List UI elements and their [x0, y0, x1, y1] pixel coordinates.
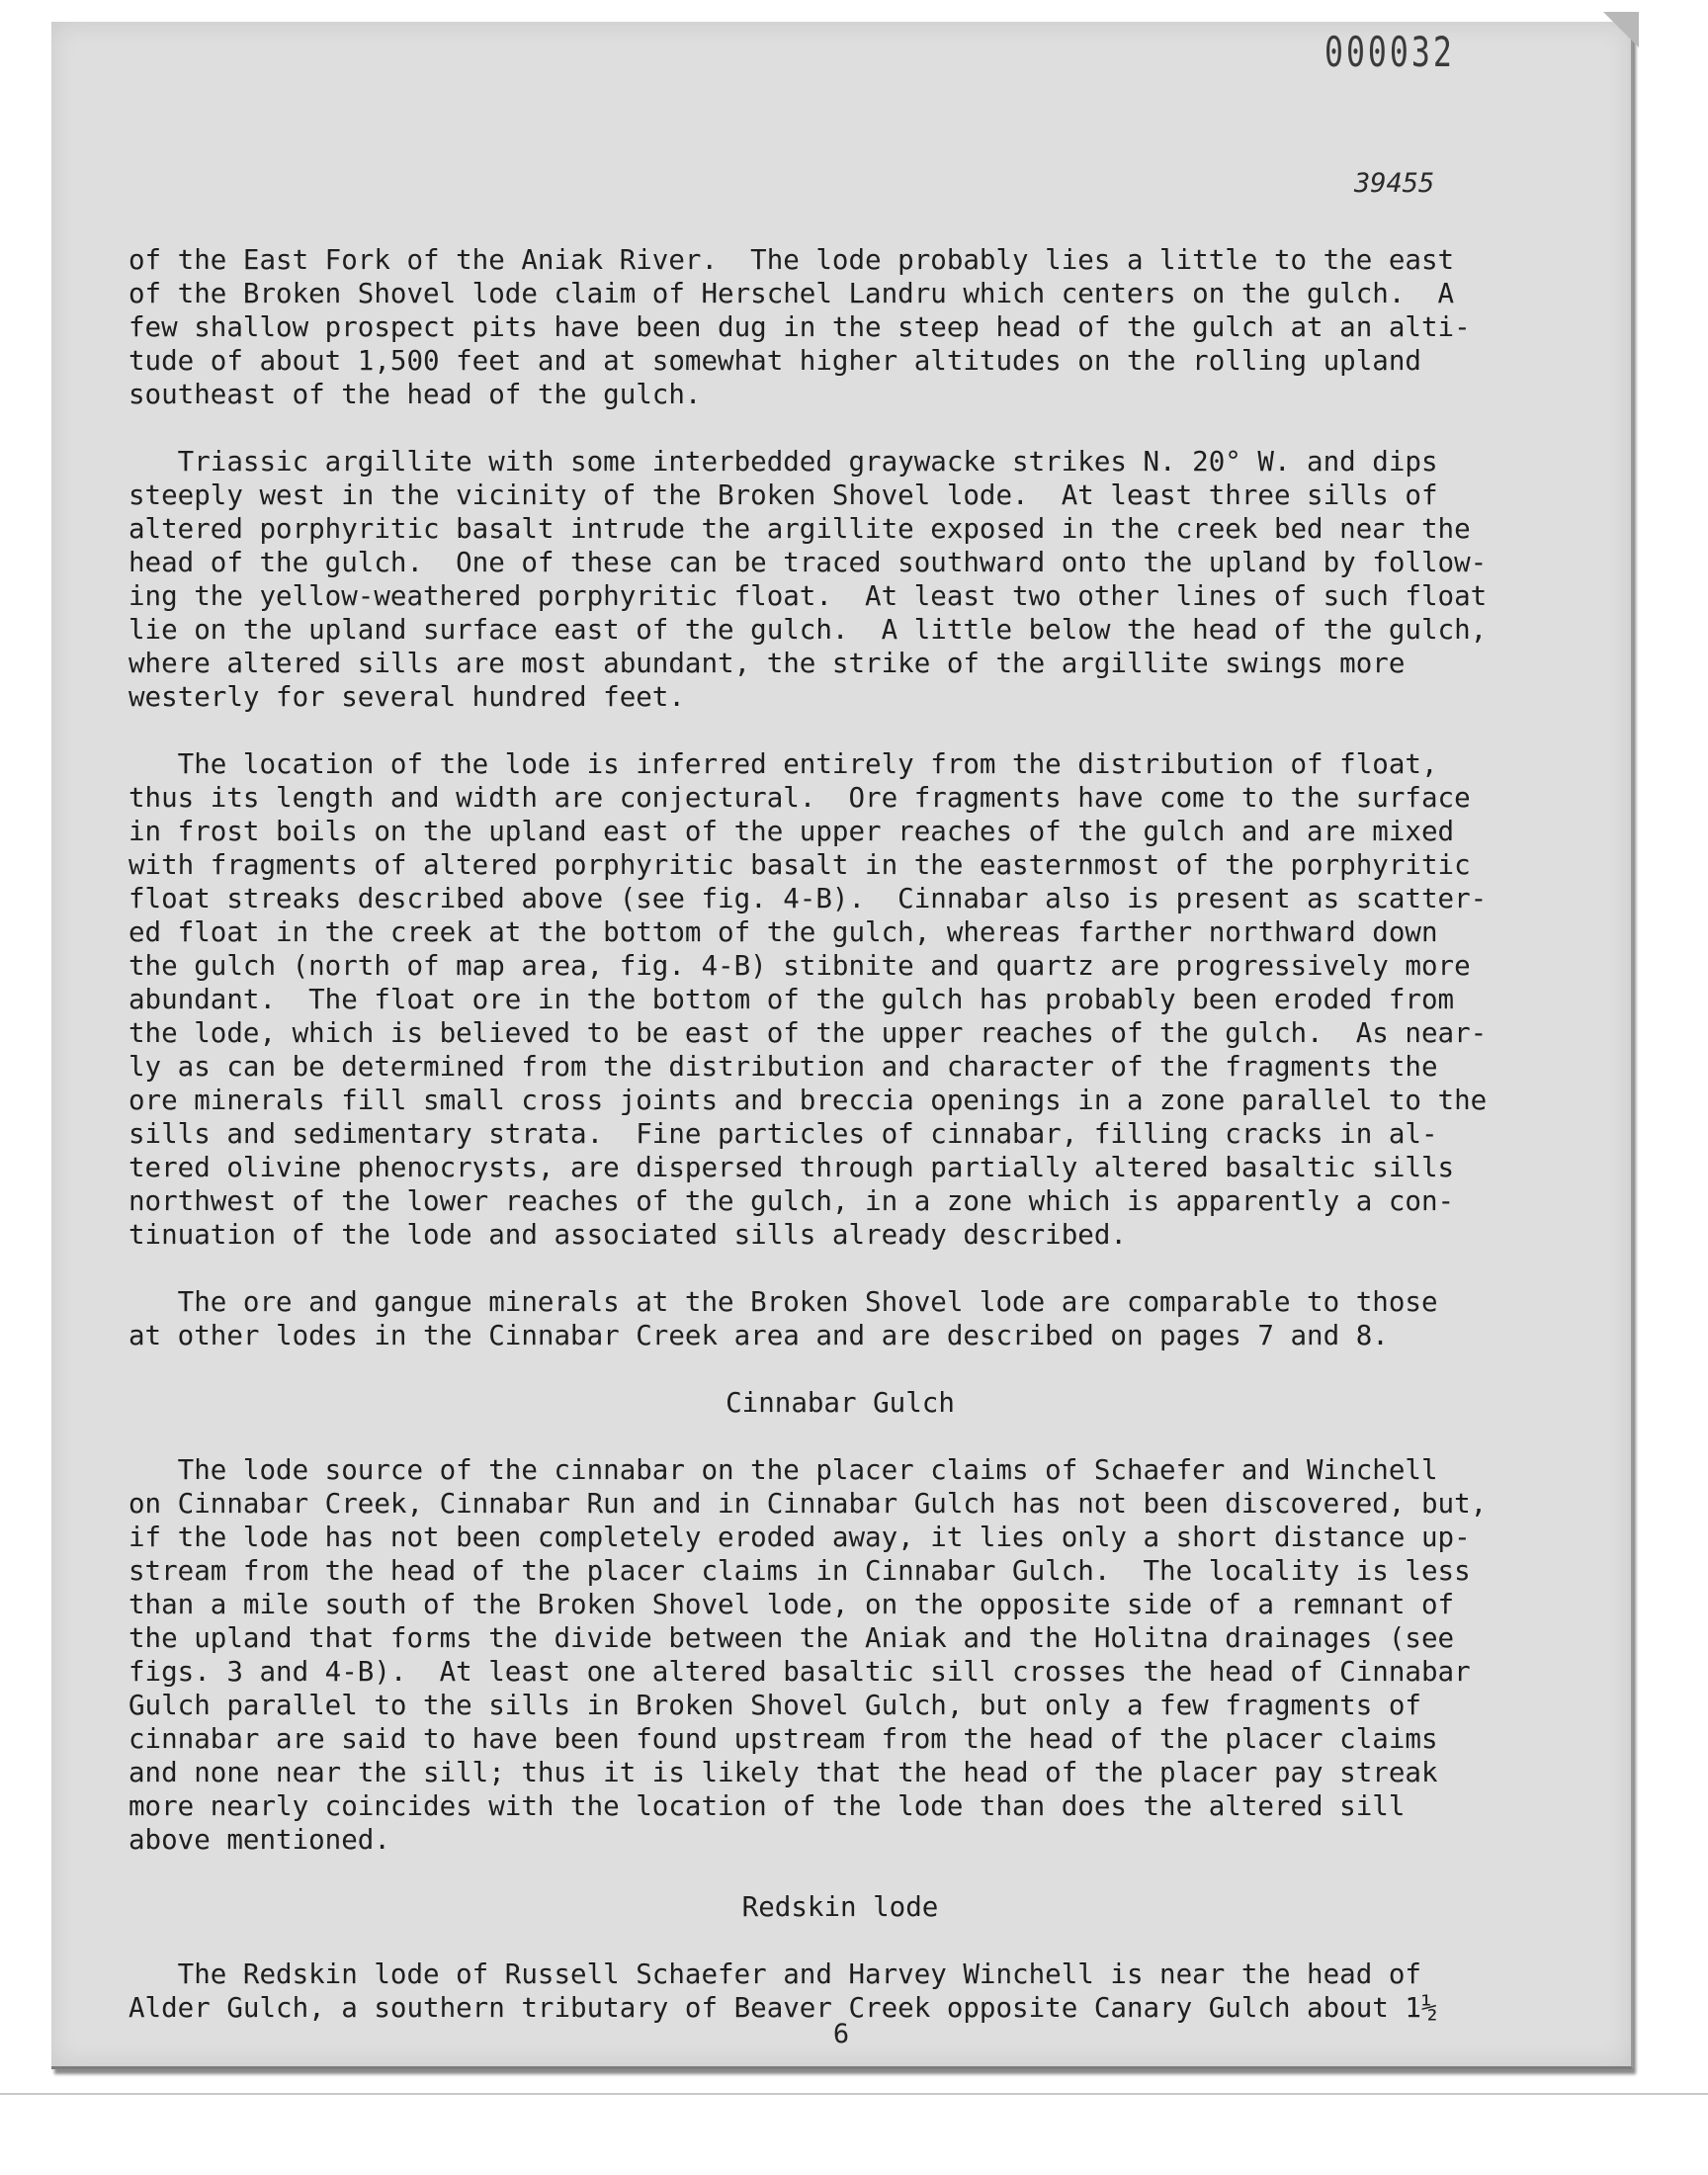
- paragraph-gap: [128, 1857, 1552, 1890]
- text-line: float streaks described above (see fig. 4-B). Cinnabar also is present as scatter-: [128, 883, 1488, 914]
- section-heading-redskin-lode: Redskin lode: [741, 1891, 939, 1923]
- text-line: Gulch parallel to the sills in Broken Shovel Gulch, but only a few fragments of: [128, 1690, 1421, 1721]
- text-line: southeast of the head of the gulch.: [128, 379, 702, 410]
- bottom-divider: [0, 2093, 1708, 2095]
- text-line: The lode source of the cinnabar on the placer claims of Schaefer and Winchell: [128, 1454, 1438, 1486]
- page-number: 6: [832, 2019, 850, 2049]
- section-heading-cinnabar-gulch: Cinnabar Gulch: [726, 1387, 955, 1419]
- text-line: ly as can be determined from the distribution and character of the fragments the: [128, 1051, 1438, 1083]
- text-line: if the lode has not been completely eroded away, it lies only a short distance up-: [128, 1522, 1471, 1553]
- text-line: than a mile south of the Broken Shovel lode, on the opposite side of a remnant of: [128, 1589, 1455, 1620]
- text-line: at other lodes in the Cinnabar Creek area and are described on pages 7 and 8.: [128, 1320, 1389, 1351]
- text-line: Alder Gulch, a southern tributary of Beaver Creek opposite Canary Gulch about 1½: [128, 1992, 1438, 2024]
- text-line: of the Broken Shovel lode claim of Herschel Landru which centers on the gulch. A: [128, 278, 1455, 309]
- text-line: above mentioned.: [128, 1824, 390, 1856]
- text-line: on Cinnabar Creek, Cinnabar Run and in Cinnabar Gulch has not been discovered, but,: [128, 1488, 1488, 1520]
- body-text: [128, 243, 1552, 2025]
- text-line: ing the yellow-weathered porphyritic float. At least two other lines of such float: [128, 580, 1488, 612]
- text-line: more nearly coincides with the location of the lode than does the altered sill: [128, 1790, 1406, 1822]
- text-line: head of the gulch. One of these can be traced southward onto the upland by follow-: [128, 547, 1488, 578]
- text-line: westerly for several hundred feet.: [128, 681, 685, 713]
- archive-stamp-number: 000032: [1324, 28, 1455, 76]
- paragraph-gap: [128, 1924, 1552, 1958]
- text-line: thus its length and width are conjectural. Ore fragments have come to the surface: [128, 782, 1471, 814]
- text-line: in frost boils on the upland east of the upper reaches of the gulch and are mixed: [128, 816, 1455, 847]
- text-line: northwest of the lower reaches of the gulch, in a zone which is apparently a con-: [128, 1185, 1455, 1217]
- text-line: of the East Fork of the Aniak River. The lode probably lies a little to the east: [128, 244, 1455, 276]
- paragraph-cinnabar-gulch: [128, 1453, 1552, 1857]
- paragraph-gap: [128, 1352, 1552, 1386]
- paragraph-2: [128, 445, 1552, 714]
- paragraph-redskin-lode: [128, 1958, 1552, 2025]
- text-line: lie on the upland surface east of the gulch. A little below the head of the gulch,: [128, 614, 1488, 646]
- paragraph-gap: [128, 1252, 1552, 1285]
- paragraph-gap: [128, 1420, 1552, 1453]
- text-line: where altered sills are most abundant, the strike of the argillite swings more: [128, 648, 1406, 679]
- text-line: tude of about 1,500 feet and at somewhat higher altitudes on the rolling upland: [128, 345, 1421, 377]
- text-line: Triassic argillite with some interbedded graywacke strikes N. 20° W. and dips: [128, 446, 1438, 478]
- text-line: stream from the head of the placer claims in Cinnabar Gulch. The locality is less: [128, 1555, 1471, 1587]
- text-line: ed float in the creek at the bottom of the gulch, whereas farther northward down: [128, 916, 1438, 948]
- paragraph-gap: [128, 411, 1552, 445]
- text-line: figs. 3 and 4-B). At least one altered basaltic sill crosses the head of Cinnabar: [128, 1656, 1471, 1688]
- paragraph-4: [128, 1285, 1552, 1352]
- text-line: abundant. The float ore in the bottom of the gulch has probably been eroded from: [128, 984, 1455, 1015]
- document-page: [51, 22, 1633, 2069]
- text-line: cinnabar are said to have been found upstream from the head of the placer claims: [128, 1723, 1438, 1755]
- text-line: steeply west in the vicinity of the Broken Shovel lode. At least three sills of: [128, 479, 1438, 511]
- text-line: the upland that forms the divide between the Aniak and the Holitna drainages (see: [128, 1622, 1455, 1654]
- paragraph-1: [128, 243, 1552, 411]
- text-line: The location of the lode is inferred entirely from the distribution of float,: [128, 748, 1438, 780]
- paragraph-gap: [128, 714, 1552, 747]
- text-line: the gulch (north of map area, fig. 4-B) stibnite and quartz are progressively more: [128, 950, 1471, 982]
- paragraph-3: [128, 747, 1552, 1252]
- text-line: with fragments of altered porphyritic basalt in the easternmost of the porphyritic: [128, 849, 1471, 881]
- text-line: and none near the sill; thus it is likely that the head of the placer pay streak: [128, 1757, 1438, 1788]
- text-line: ore minerals fill small cross joints and breccia openings in a zone parallel to the: [128, 1085, 1488, 1116]
- text-line: altered porphyritic basalt intrude the argillite exposed in the creek bed near the: [128, 513, 1471, 545]
- document-number: 39455: [1354, 168, 1435, 199]
- text-line: tered olivine phenocrysts, are dispersed through partially altered basaltic sills: [128, 1152, 1455, 1183]
- text-line: tinuation of the lode and associated sills already described.: [128, 1219, 1127, 1251]
- text-line: The ore and gangue minerals at the Broken Shovel lode are comparable to those: [128, 1286, 1438, 1318]
- text-line: the lode, which is believed to be east of the upper reaches of the gulch. As near-: [128, 1017, 1488, 1049]
- text-line: few shallow prospect pits have been dug in the steep head of the gulch at an alti-: [128, 311, 1471, 343]
- text-line: The Redskin lode of Russell Schaefer and Harvey Winchell is near the head of: [128, 1958, 1421, 1990]
- text-line: sills and sedimentary strata. Fine particles of cinnabar, filling cracks in al-: [128, 1118, 1438, 1150]
- folded-corner: [1603, 12, 1639, 47]
